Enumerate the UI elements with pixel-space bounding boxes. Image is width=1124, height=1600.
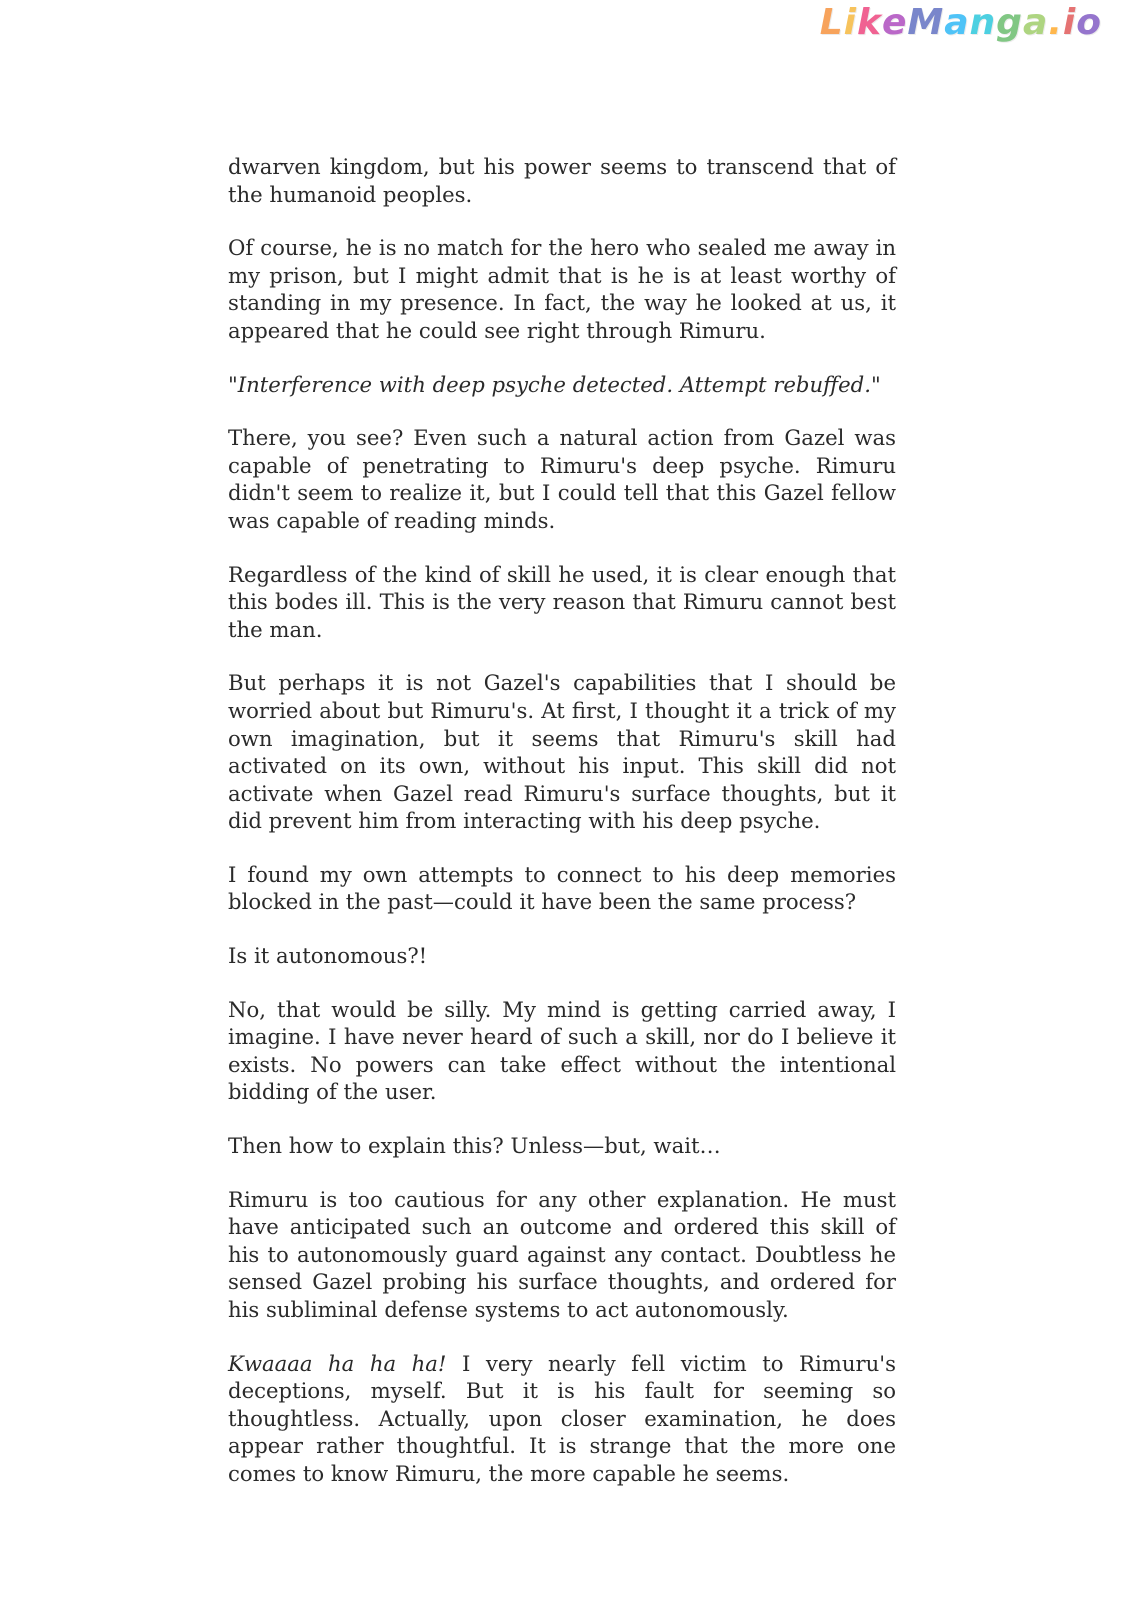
paragraph-body: Regardless of the kind of skill he used, it is clear enough that this bodes ill. This is the very reason that Rimuru cannot best the man.: [228, 561, 896, 642]
paragraph-lead: Kwaaaa ha ha ha!: [228, 1350, 447, 1376]
site-watermark: LikeManga.io: [819, 2, 1102, 43]
paragraph-11: [228, 1186, 896, 1324]
paragraph-5: [228, 561, 896, 644]
paragraph-12: [228, 1350, 896, 1488]
paragraph-body: Of course, he is no match for the hero who sealed me away in my prison, but I might admit that is he is at least worthy of standing in my presence. In fact, the way he looked at us, it appeared that he could see right through Rimuru.: [228, 235, 896, 343]
paragraph-body: Is it autonomous?!: [228, 943, 428, 969]
paragraph-8: [228, 942, 896, 970]
paragraph-9: [228, 996, 896, 1106]
paragraph-body: Rimuru is too cautious for any other explanation. He must have anticipated such an outcome and ordered this skill of his to autonomously guard against any contact. Doubtless he sensed Gazel probing his surface thoughts, and ordered for his subliminal defense systems to act autonomously.: [228, 1186, 896, 1322]
paragraph-1: [228, 153, 896, 208]
paragraph-4: [228, 424, 896, 534]
paragraph-body: I very nearly fell victim to Rimuru's deceptions, myself. But it is his fault for seeming so thoughtless. Actually, upon closer examination, he does appear rather thoughtful. It is strange that the more one comes to know Rimuru, the more capable he seems.: [228, 1350, 896, 1486]
paragraph-body: Then how to explain this? Unless—but, wait…: [228, 1133, 721, 1159]
paragraph-body: There, you see? Even such a natural action from Gazel was capable of penetrating to Rimuru's deep psyche. Rimuru didn't seem to realize it, but I could tell that this Gazel fellow was capable of reading minds.: [228, 425, 896, 533]
paragraph-body: I found my own attempts to connect to his deep memories blocked in the past—could it have been the same process?: [228, 861, 896, 915]
paragraph-body: "Interference with deep psyche detected. Attempt rebuffed.": [228, 371, 881, 397]
paragraph-body: But perhaps it is not Gazel's capabilities that I should be worried about but Rimuru's. At first, I thought it a trick of my own imagination, but it seems that Rimuru's skill had activated on its own, without his input. This skill did not activate when Gazel read Rimuru's surface thoughts, but it did prevent him from interacting with his deep psyche.: [228, 670, 896, 834]
paragraph-body: dwarven kingdom, but his power seems to transcend that of the humanoid peoples.: [228, 154, 896, 207]
paragraph-6: [228, 669, 896, 835]
paragraph-7: [228, 861, 896, 916]
paragraph-3-system-message: [228, 371, 896, 399]
paragraph-body: No, that would be silly. My mind is getting carried away, I imagine. I have never heard of such a skill, nor do I believe it exists. No powers can take effect without the intentional bidding of the user.: [228, 996, 896, 1105]
novel-page-text: [228, 153, 896, 1514]
paragraph-10: [228, 1132, 896, 1160]
paragraph-2: [228, 234, 896, 344]
